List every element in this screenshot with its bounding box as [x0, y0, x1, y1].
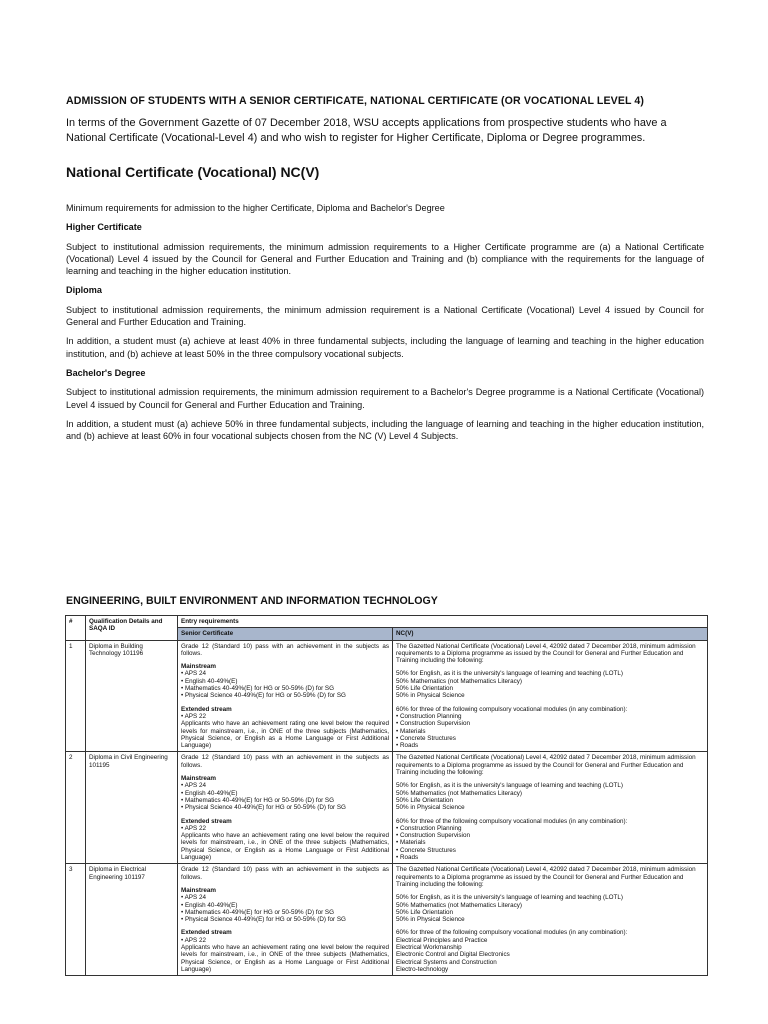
ncv-module: • Concrete Structures — [396, 846, 456, 854]
higher-certificate-title: Higher Certificate — [66, 222, 142, 233]
ncv-heading: National Certificate (Vocational) NC(V) — [66, 164, 320, 180]
col-senior-certificate-header: Senior Certificate — [178, 628, 393, 640]
ncv-requirement: 50% in Physical Science — [396, 804, 465, 812]
table-row — [66, 864, 708, 976]
ncv-module: • Construction Planning — [396, 824, 462, 832]
ncv-cell — [393, 752, 708, 864]
diploma-text-1: Subject to institutional admission requirements, the minimum admission requirement is a National Certificate (Vocational) Level 4 issued by Council for General and Further Education and Training. — [66, 304, 704, 328]
ncv-module: • Roads — [396, 854, 419, 862]
bachelor-title: Bachelor's Degree — [66, 367, 146, 378]
senior-certificate-cell — [178, 752, 393, 864]
sc-extended-item: Applicants who have an achievement rating one level below the required levels for mainstream, i.e., in ONE of the three subjects (Mathematics, Physical Science, or English as a Home Language or First Additional Language) — [181, 720, 389, 750]
sc-mainstream-item: • Physical Science 40-49%(E) for HG or 50-59% (D) for SG — [181, 692, 346, 700]
ncv-requirement: 50% Mathematics (not Mathematics Literacy) — [396, 901, 522, 909]
sc-mainstream-title: Mainstream — [181, 775, 216, 783]
ncv-modules-title: 60% for three of the following compulsory vocational modules (in any combination): — [396, 705, 628, 713]
sc-mainstream-item: • APS 24 — [181, 894, 206, 902]
table-row — [66, 640, 708, 752]
entry-requirements-table — [65, 615, 708, 976]
senior-certificate-cell — [178, 864, 393, 976]
sc-extended-item: • APS 22 — [181, 824, 206, 832]
sc-extended-item: Applicants who have an achievement rating one level below the required levels for mainstream, i.e., in ONE of the three subjects (Mathematics, Physical Science, or English as a Home Language or First Additional Language) — [181, 943, 389, 973]
table-row — [66, 752, 708, 864]
sc-mainstream-item: • Physical Science 40-49%(E) for HG or 50-59% (D) for SG — [181, 916, 346, 924]
ncv-cell — [393, 864, 708, 976]
col-entry-header: Entry requirements — [178, 616, 708, 628]
higher-certificate-text: Subject to institutional admission requirements, the minimum admission requirements to a Higher Certificate programme are (a) a National Certificate (Vocational) Level 4 issued by the Council for General and Further Education and Training and (b) compliance with the requirements for the language of learning and teaching in the higher education institution. — [66, 241, 704, 277]
ncv-requirement: 50% Life Orientation — [396, 796, 454, 804]
ncv-module: • Materials — [396, 727, 426, 735]
minimum-requirements-text: Minimum requirements for admission to the higher Certificate, Diploma and Bachelor's Degree — [66, 203, 445, 213]
ncv-module: Electronic Control and Digital Electronics — [396, 951, 510, 959]
qualification-cell: Diploma in Civil Engineering 101195 — [86, 752, 178, 864]
ncv-requirement: 50% in Physical Science — [396, 916, 465, 924]
ncv-intro: The Gazetted National Certificate (Vocational) Level 4, 42092 dated 7 December 2018, minimum admission requirements to a Diploma programme as issued by the Council for General and Further Education and Training including the following: — [396, 754, 696, 777]
ncv-requirement: 50% Life Orientation — [396, 685, 454, 693]
ncv-requirement: 50% Life Orientation — [396, 908, 454, 916]
qualification-cell: Diploma in Building Technology 101196 — [86, 640, 178, 752]
row-number: 1 — [66, 640, 86, 752]
ncv-module: • Concrete Structures — [396, 734, 456, 742]
ncv-requirement: 50% for English, as it is the university's language of learning and teaching (LOTL) — [396, 782, 623, 790]
ncv-module: Electrical Systems and Construction — [396, 958, 497, 966]
diploma-text-2: In addition, a student must (a) achieve at least 40% in three fundamental subjects, including the language of learning and teaching in the higher education institution, and (b) achieve at least 50% in the three compulsory vocational subjects. — [66, 336, 704, 359]
sc-extended-title: Extended stream — [181, 929, 232, 937]
ncv-module: Electro-technology — [396, 965, 449, 973]
sc-mainstream-item: • English 40-49%(E) — [181, 901, 238, 909]
ncv-module: • Construction Planning — [396, 712, 462, 720]
sc-extended-item: • APS 22 — [181, 936, 206, 944]
col-qualification-header: Qualification Details and SAQA ID — [86, 616, 178, 641]
ncv-module: • Construction Supervision — [396, 832, 470, 840]
ncv-module: • Construction Supervision — [396, 720, 470, 728]
engineering-heading: ENGINEERING, BUILT ENVIRONMENT AND INFORMATION TECHNOLOGY — [66, 595, 438, 607]
sc-mainstream-item: • APS 24 — [181, 782, 206, 790]
ncv-module: Electrical Workmanship — [396, 943, 462, 951]
sc-extended-item: • APS 22 — [181, 712, 206, 720]
sc-mainstream-item: • APS 24 — [181, 670, 206, 678]
ncv-requirement: 50% Mathematics (not Mathematics Literacy) — [396, 789, 522, 797]
ncv-module: • Materials — [396, 839, 426, 847]
ncv-module: Electrical Principles and Practice — [396, 936, 488, 944]
bachelor-text-2: In addition, a student must (a) achieve 50% in three fundamental subjects, including the language of learning and teaching in the higher education institution, and (b) achieve at least 60% in four vocational subjects chosen from the NC (V) Level 4 Subjects. — [66, 418, 704, 442]
col-ncv-header: NC(V) — [393, 628, 708, 640]
diploma-title: Diploma — [66, 285, 102, 296]
row-number: 3 — [66, 864, 86, 976]
ncv-cell — [393, 640, 708, 752]
sc-extended-item: Applicants who have an achievement rating one level below the required levels for mainstream, i.e., in ONE of the three subjects (Mathematics, Physical Science, or English as a Home Language or First Additional Language) — [181, 832, 389, 862]
qualification-cell: Diploma in Electrical Engineering 101197 — [86, 864, 178, 976]
senior-certificate-cell — [178, 640, 393, 752]
row-number: 2 — [66, 752, 86, 864]
sc-extended-title: Extended stream — [181, 817, 232, 825]
sc-intro: Grade 12 (Standard 10) pass with an achievement in the subjects as follows. — [181, 754, 389, 769]
ncv-module: • Roads — [396, 742, 419, 750]
ncv-requirement: 50% in Physical Science — [396, 692, 465, 700]
ncv-modules-title: 60% for three of the following compulsory vocational modules (in any combination): — [396, 929, 628, 937]
sc-mainstream-title: Mainstream — [181, 663, 216, 671]
ncv-requirement: 50% for English, as it is the university's language of learning and teaching (LOTL) — [396, 670, 623, 678]
sc-mainstream-item: • Physical Science 40-49%(E) for HG or 50-59% (D) for SG — [181, 804, 346, 812]
admission-heading: ADMISSION OF STUDENTS WITH A SENIOR CERTIFICATE, NATIONAL CERTIFICATE (OR VOCATIONAL LEVEL 4) — [66, 95, 645, 107]
ncv-modules-title: 60% for three of the following compulsory vocational modules (in any combination): — [396, 817, 628, 825]
ncv-intro: The Gazetted National Certificate (Vocational) Level 4, 42092 dated 7 December 2018, minimum admission requirements to a Diploma programme as issued by the Council for General and Further Education and Training including the following: — [396, 866, 696, 888]
admission-intro: In terms of the Government Gazette of 07 December 2018, WSU accepts applications from prospective students who have a National Certificate (Vocational-Level 4) and who wish to register for Higher Certificate, Diploma or Degree programmes. — [66, 117, 667, 144]
sc-intro: Grade 12 (Standard 10) pass with an achievement in the subjects as follows. — [181, 642, 389, 657]
sc-extended-title: Extended stream — [181, 705, 232, 713]
ncv-requirement: 50% for English, as it is the university's language of learning and teaching (LOTL) — [396, 894, 623, 902]
sc-intro: Grade 12 (Standard 10) pass with an achievement in the subjects as follows. — [181, 866, 389, 881]
sc-mainstream-item: • Mathematics 40-49%(E) for HG or 50-59% (D) for SG — [181, 685, 335, 693]
sc-mainstream-title: Mainstream — [181, 886, 216, 894]
ncv-requirements — [66, 202, 704, 449]
sc-mainstream-item: • English 40-49%(E) — [181, 789, 238, 797]
sc-mainstream-item: • Mathematics 40-49%(E) for HG or 50-59% (D) for SG — [181, 796, 335, 804]
ncv-intro: The Gazetted National Certificate (Vocational) Level 4, 42092 dated 7 December 2018, minimum admission requirements to a Diploma programme as issued by the Council for General and Further Education and Training including the following: — [396, 642, 696, 665]
ncv-requirement: 50% Mathematics (not Mathematics Literacy) — [396, 677, 522, 685]
col-num-header: # — [66, 616, 86, 641]
sc-mainstream-item: • Mathematics 40-49%(E) for HG or 50-59% (D) for SG — [181, 908, 335, 916]
bachelor-text-1: Subject to institutional admission requirements, the minimum admission requirement to a Bachelor's Degree programme is a National Certificate (Vocational) Level 4 issued by Council for General and Further Education and Training. — [66, 387, 704, 410]
table-header-row — [66, 616, 708, 628]
sc-mainstream-item: • English 40-49%(E) — [181, 677, 238, 685]
